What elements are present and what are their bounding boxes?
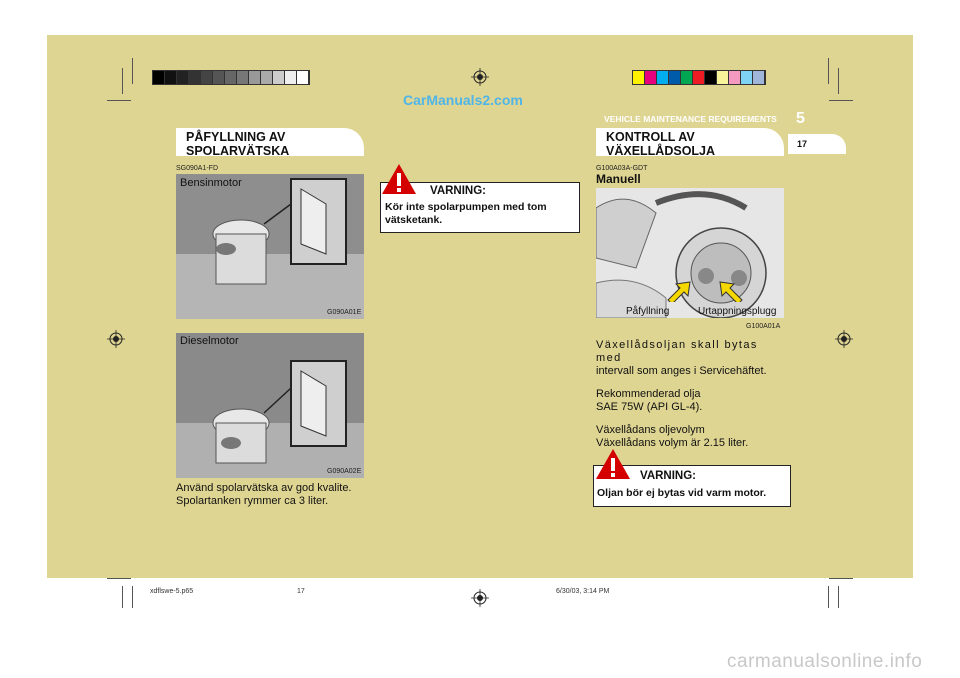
registration-mark-icon xyxy=(835,330,853,348)
crop-mark xyxy=(828,586,829,608)
warning-line: vätsketank. xyxy=(385,213,443,226)
crop-mark xyxy=(132,58,133,84)
title-line: PÅFYLLNING AV xyxy=(186,130,286,144)
title-line: KONTROLL AV xyxy=(606,130,695,144)
color-swatch xyxy=(729,71,741,84)
color-swatch xyxy=(225,71,237,84)
color-swatch xyxy=(297,71,309,84)
footer-filename: xdflswe-5.p65 xyxy=(150,588,194,595)
left-section-title xyxy=(186,130,289,158)
color-swatch xyxy=(717,71,729,84)
warning-title: VARNING: xyxy=(430,185,487,197)
warning-line: Kör inte spolarpumpen med tom xyxy=(385,201,547,213)
crop-mark xyxy=(122,586,123,608)
gasoline-engine-photo xyxy=(176,174,364,319)
color-swatch xyxy=(249,71,261,84)
diesel-engine-photo xyxy=(176,333,364,478)
color-swatch xyxy=(213,71,225,84)
engine-illustration-icon xyxy=(176,174,364,319)
warning-title: VARNING: xyxy=(640,470,697,482)
photo-caption: Dieselmotor xyxy=(180,335,239,347)
chapter-number: 5 xyxy=(796,110,805,127)
registration-mark-icon xyxy=(471,589,489,607)
color-swatch xyxy=(189,71,201,84)
photo-caption: Bensinmotor xyxy=(180,177,242,189)
color-swatch xyxy=(201,71,213,84)
drain-plug-label: Urtappningsplugg xyxy=(698,306,777,317)
engine-illustration-icon xyxy=(176,333,364,478)
body-line: Rekommenderad olja xyxy=(596,388,701,400)
body-paragraph xyxy=(176,482,368,508)
color-swatch xyxy=(237,71,249,84)
registration-mark-icon xyxy=(107,330,125,348)
crop-mark xyxy=(829,100,853,101)
color-swatch xyxy=(669,71,681,84)
warning-text xyxy=(385,201,575,226)
grayscale-calibration-bar xyxy=(152,70,310,85)
body-line: intervall som anges i Servicehäftet. xyxy=(596,365,767,377)
body-line: Växellådsoljan skall bytas med xyxy=(596,339,758,364)
color-swatch xyxy=(285,71,297,84)
color-swatch xyxy=(681,71,693,84)
title-line: SPOLARVÄTSKA xyxy=(186,144,290,158)
color-swatch xyxy=(273,71,285,84)
crop-mark xyxy=(107,578,131,579)
crop-mark xyxy=(829,578,853,579)
crop-mark xyxy=(122,68,123,94)
title-line: VÄXELLÅDSOLJA xyxy=(606,144,716,158)
warning-triangle-icon xyxy=(381,163,417,195)
body-line: Växellådans volym är 2.15 liter. xyxy=(596,437,749,449)
crop-mark xyxy=(132,586,133,608)
body-line: Växellådans oljevolym xyxy=(596,424,705,436)
bottom-watermark: carmanualsonline.info xyxy=(727,651,923,672)
color-swatch xyxy=(753,71,765,84)
body-line: SAE 75W (API GL-4). xyxy=(596,401,703,413)
crop-mark xyxy=(838,68,839,94)
registration-mark-icon xyxy=(471,68,489,86)
footer-page: 17 xyxy=(297,588,305,595)
warning-text: Oljan bör ej bytas vid varm motor. xyxy=(597,487,767,499)
body-line: Spolartanken rymmer ca 3 liter. xyxy=(176,495,329,507)
image-code: G100A01A xyxy=(746,323,781,330)
crop-mark xyxy=(828,58,829,84)
body-paragraph xyxy=(596,339,786,450)
warning-triangle-icon xyxy=(595,448,631,480)
color-swatch xyxy=(153,71,165,84)
footer-date: 6/30/03, 3:14 PM xyxy=(556,588,610,595)
fill-label: Påfyllning xyxy=(626,306,670,317)
image-code: G090A01E xyxy=(327,309,362,316)
crop-mark xyxy=(107,100,131,101)
color-swatch xyxy=(645,71,657,84)
color-swatch xyxy=(165,71,177,84)
color-swatch xyxy=(693,71,705,84)
right-section-title xyxy=(606,130,715,158)
color-swatch xyxy=(261,71,273,84)
body-line: Använd spolarvätska av god kvalite. xyxy=(176,482,352,494)
arrow-icon xyxy=(718,280,744,302)
color-calibration-bar xyxy=(632,70,766,85)
crop-mark xyxy=(838,586,839,608)
color-swatch xyxy=(705,71,717,84)
color-swatch xyxy=(177,71,189,84)
color-swatch xyxy=(657,71,669,84)
section-header: VEHICLE MAINTENANCE REQUIREMENTS xyxy=(604,114,777,124)
arrow-icon xyxy=(666,280,692,302)
color-swatch xyxy=(741,71,753,84)
subtitle: Manuell xyxy=(596,172,641,186)
section-code: SG090A1-FD xyxy=(176,165,219,172)
image-code: G090A02E xyxy=(327,468,362,475)
page-number: 17 xyxy=(797,139,808,149)
color-swatch xyxy=(633,71,645,84)
watermark-link[interactable]: CarManuals2.com xyxy=(403,92,523,108)
section-code: G100A03A-GDT xyxy=(596,165,648,172)
